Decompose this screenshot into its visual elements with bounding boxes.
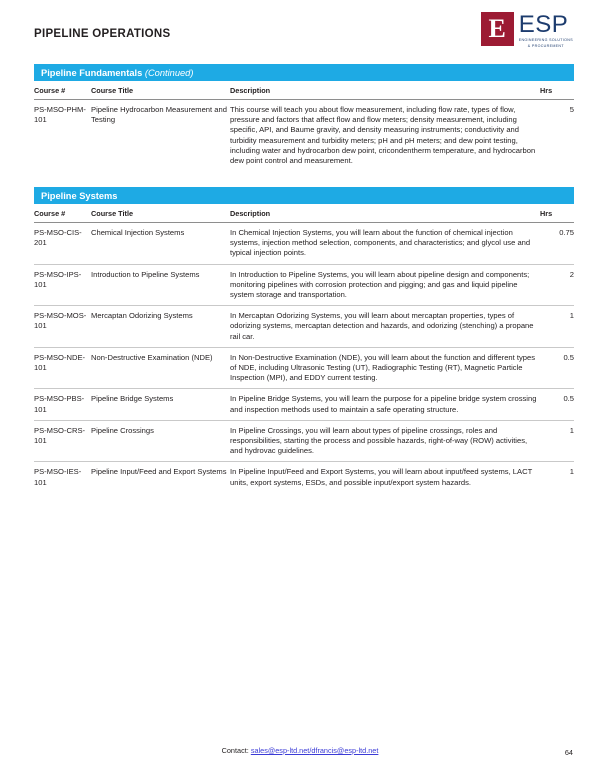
logo-tagline-line1: ENGINEERING SOLUTIONS [518, 38, 573, 42]
column-header-course-title: Course Title [91, 204, 230, 223]
cell-hrs: 2 [540, 264, 574, 306]
course-table [34, 204, 574, 493]
column-header-course-code: Course # [34, 81, 91, 100]
section-banner [34, 64, 574, 81]
table-row [34, 306, 574, 348]
logo-text [519, 12, 573, 49]
cell-course-title: Pipeline Bridge Systems [91, 389, 230, 420]
cell-hrs: 1 [540, 306, 574, 348]
cell-course-title: Introduction to Pipeline Systems [91, 264, 230, 306]
section-banner-title: Pipeline Fundamentals [41, 68, 143, 78]
section-pipeline-systems [34, 187, 574, 493]
table-header-row [34, 81, 574, 100]
cell-course-code: PS-MSO-PHM-101 [34, 105, 86, 125]
table-row [34, 264, 574, 306]
cell-hrs: 0.5 [540, 389, 574, 420]
page-title: PIPELINE OPERATIONS [34, 28, 171, 40]
column-header-course-code: Course # [34, 204, 91, 223]
table-row [34, 420, 574, 462]
table-header-row [34, 204, 574, 223]
cell-course-title: Mercaptan Odorizing Systems [91, 306, 230, 348]
logo-wordmark: ESP [518, 11, 569, 38]
cell-course-code: PS-MSO-NDE-101 [34, 347, 91, 389]
esp-logo [481, 12, 573, 49]
column-header-description: Description [230, 204, 540, 223]
column-header-hrs: Hrs [540, 81, 574, 100]
cell-course-code: PS-MSO-IPS-101 [34, 264, 91, 306]
footer-email-primary-link[interactable]: sales@esp-ltd.net [250, 746, 310, 755]
cell-course-code: PS-MSO-MOS-101 [34, 306, 91, 348]
column-header-course-title: Course Title [91, 81, 230, 100]
cell-description: In Chemical Injection Systems, you will learn about the function of chemical injection systems, injection method selection, components, and characteristics; and glycol use and typical injection points. [230, 223, 540, 265]
page-number: 64 [564, 748, 573, 757]
footer-email-secondary-link[interactable]: dfrancis@esp-ltd.net [311, 746, 379, 755]
cell-description: This course will teach you about flow measurement, including flow rate, types of flow, pressure and factors that affect flow and flow meters; density measurement, including specific, API, and Baume gravity, and density measuring instruments; conductivity and turbidity measurement and turbidity meters; pH and pH meters; and dew point testing, including water and hydrocarbon dew point, cricondentherm temperature, and hydrocarbon dew point control and measurement. [230, 105, 536, 166]
logo-tagline-line2: & PROCUREMENT [527, 44, 564, 48]
course-table [34, 81, 574, 171]
logo-mark-letter: E [488, 14, 506, 43]
cell-course-title: Chemical Injection Systems [91, 223, 230, 265]
cell-hrs: 5 [569, 105, 574, 114]
footer-email-separator: / [309, 746, 312, 755]
cell-course-title: Pipeline Hydrocarbon Measurement and Testing [91, 105, 227, 125]
cell-description: In Non-Destructive Examination (NDE), you will learn about the function and different types of NDE, including Ultrasonic Testing (UT), Radiographic Testing (RT), Magnetic Particle Inspection (MPI), and EDDY current testing. [230, 347, 540, 389]
section-banner-note: (Continued) [144, 68, 194, 78]
cell-course-title: Pipeline Input/Feed and Export Systems [91, 467, 227, 477]
cell-description: In Introduction to Pipeline Systems, you will learn about pipeline design and components; monitoring pipelines with corrosion protection and pigging; and gas and liquid pipeline system storage and transportation. [230, 264, 540, 306]
cell-course-code: PS-MSO-IES-101 [34, 467, 82, 487]
cell-hrs: 1 [540, 420, 574, 462]
section-banner-title: Pipeline Systems [41, 191, 118, 201]
table-row [34, 462, 574, 493]
column-header-hrs: Hrs [540, 204, 574, 223]
cell-course-title: Non-Destructive Examination (NDE) [91, 347, 230, 389]
cell-hrs: 0.75 [540, 223, 574, 265]
cell-course-title: Pipeline Crossings [91, 420, 230, 462]
cell-hrs: 1 [569, 467, 574, 477]
logo-mark-icon [481, 12, 514, 46]
cell-course-code: PS-MSO-PBS-101 [34, 389, 91, 420]
section-banner [34, 187, 574, 204]
cell-course-code: PS-MSO-CIS-201 [34, 223, 91, 265]
cell-course-code: PS-MSO-CRS-101 [34, 420, 91, 462]
page-header [0, 0, 600, 62]
table-row [34, 347, 574, 389]
cell-description: In Pipeline Crossings, you will learn about types of pipeline crossings, roles and responsibilities, starting the process and possible hazards, right-of-way (ROW) activities, and hydrovac guidelines. [230, 420, 540, 462]
cell-description: In Pipeline Bridge Systems, you will learn the purpose for a pipeline bridge system crossing and inspection methods used to maintain a safe operating structure. [230, 389, 540, 420]
table-row [34, 223, 574, 265]
footer-contact [0, 746, 600, 755]
cell-hrs: 0.5 [540, 347, 574, 389]
table-row [34, 100, 574, 172]
cell-description: In Mercaptan Odorizing Systems, you will learn about mercaptan properties, types of odorizing systems, mercaptan detection and hazards, and odorizing (stenching) a propane rail car. [230, 306, 540, 348]
cell-description: In Pipeline Input/Feed and Export Systems, you will learn about input/feed systems, LACT units, export systems, ESDs, and possible input/export system hazards. [230, 467, 533, 487]
column-header-description: Description [230, 81, 540, 100]
table-row [34, 389, 574, 420]
page-footer [0, 736, 600, 776]
footer-contact-label: Contact: [221, 746, 249, 755]
section-pipeline-fundamentals [34, 64, 574, 171]
